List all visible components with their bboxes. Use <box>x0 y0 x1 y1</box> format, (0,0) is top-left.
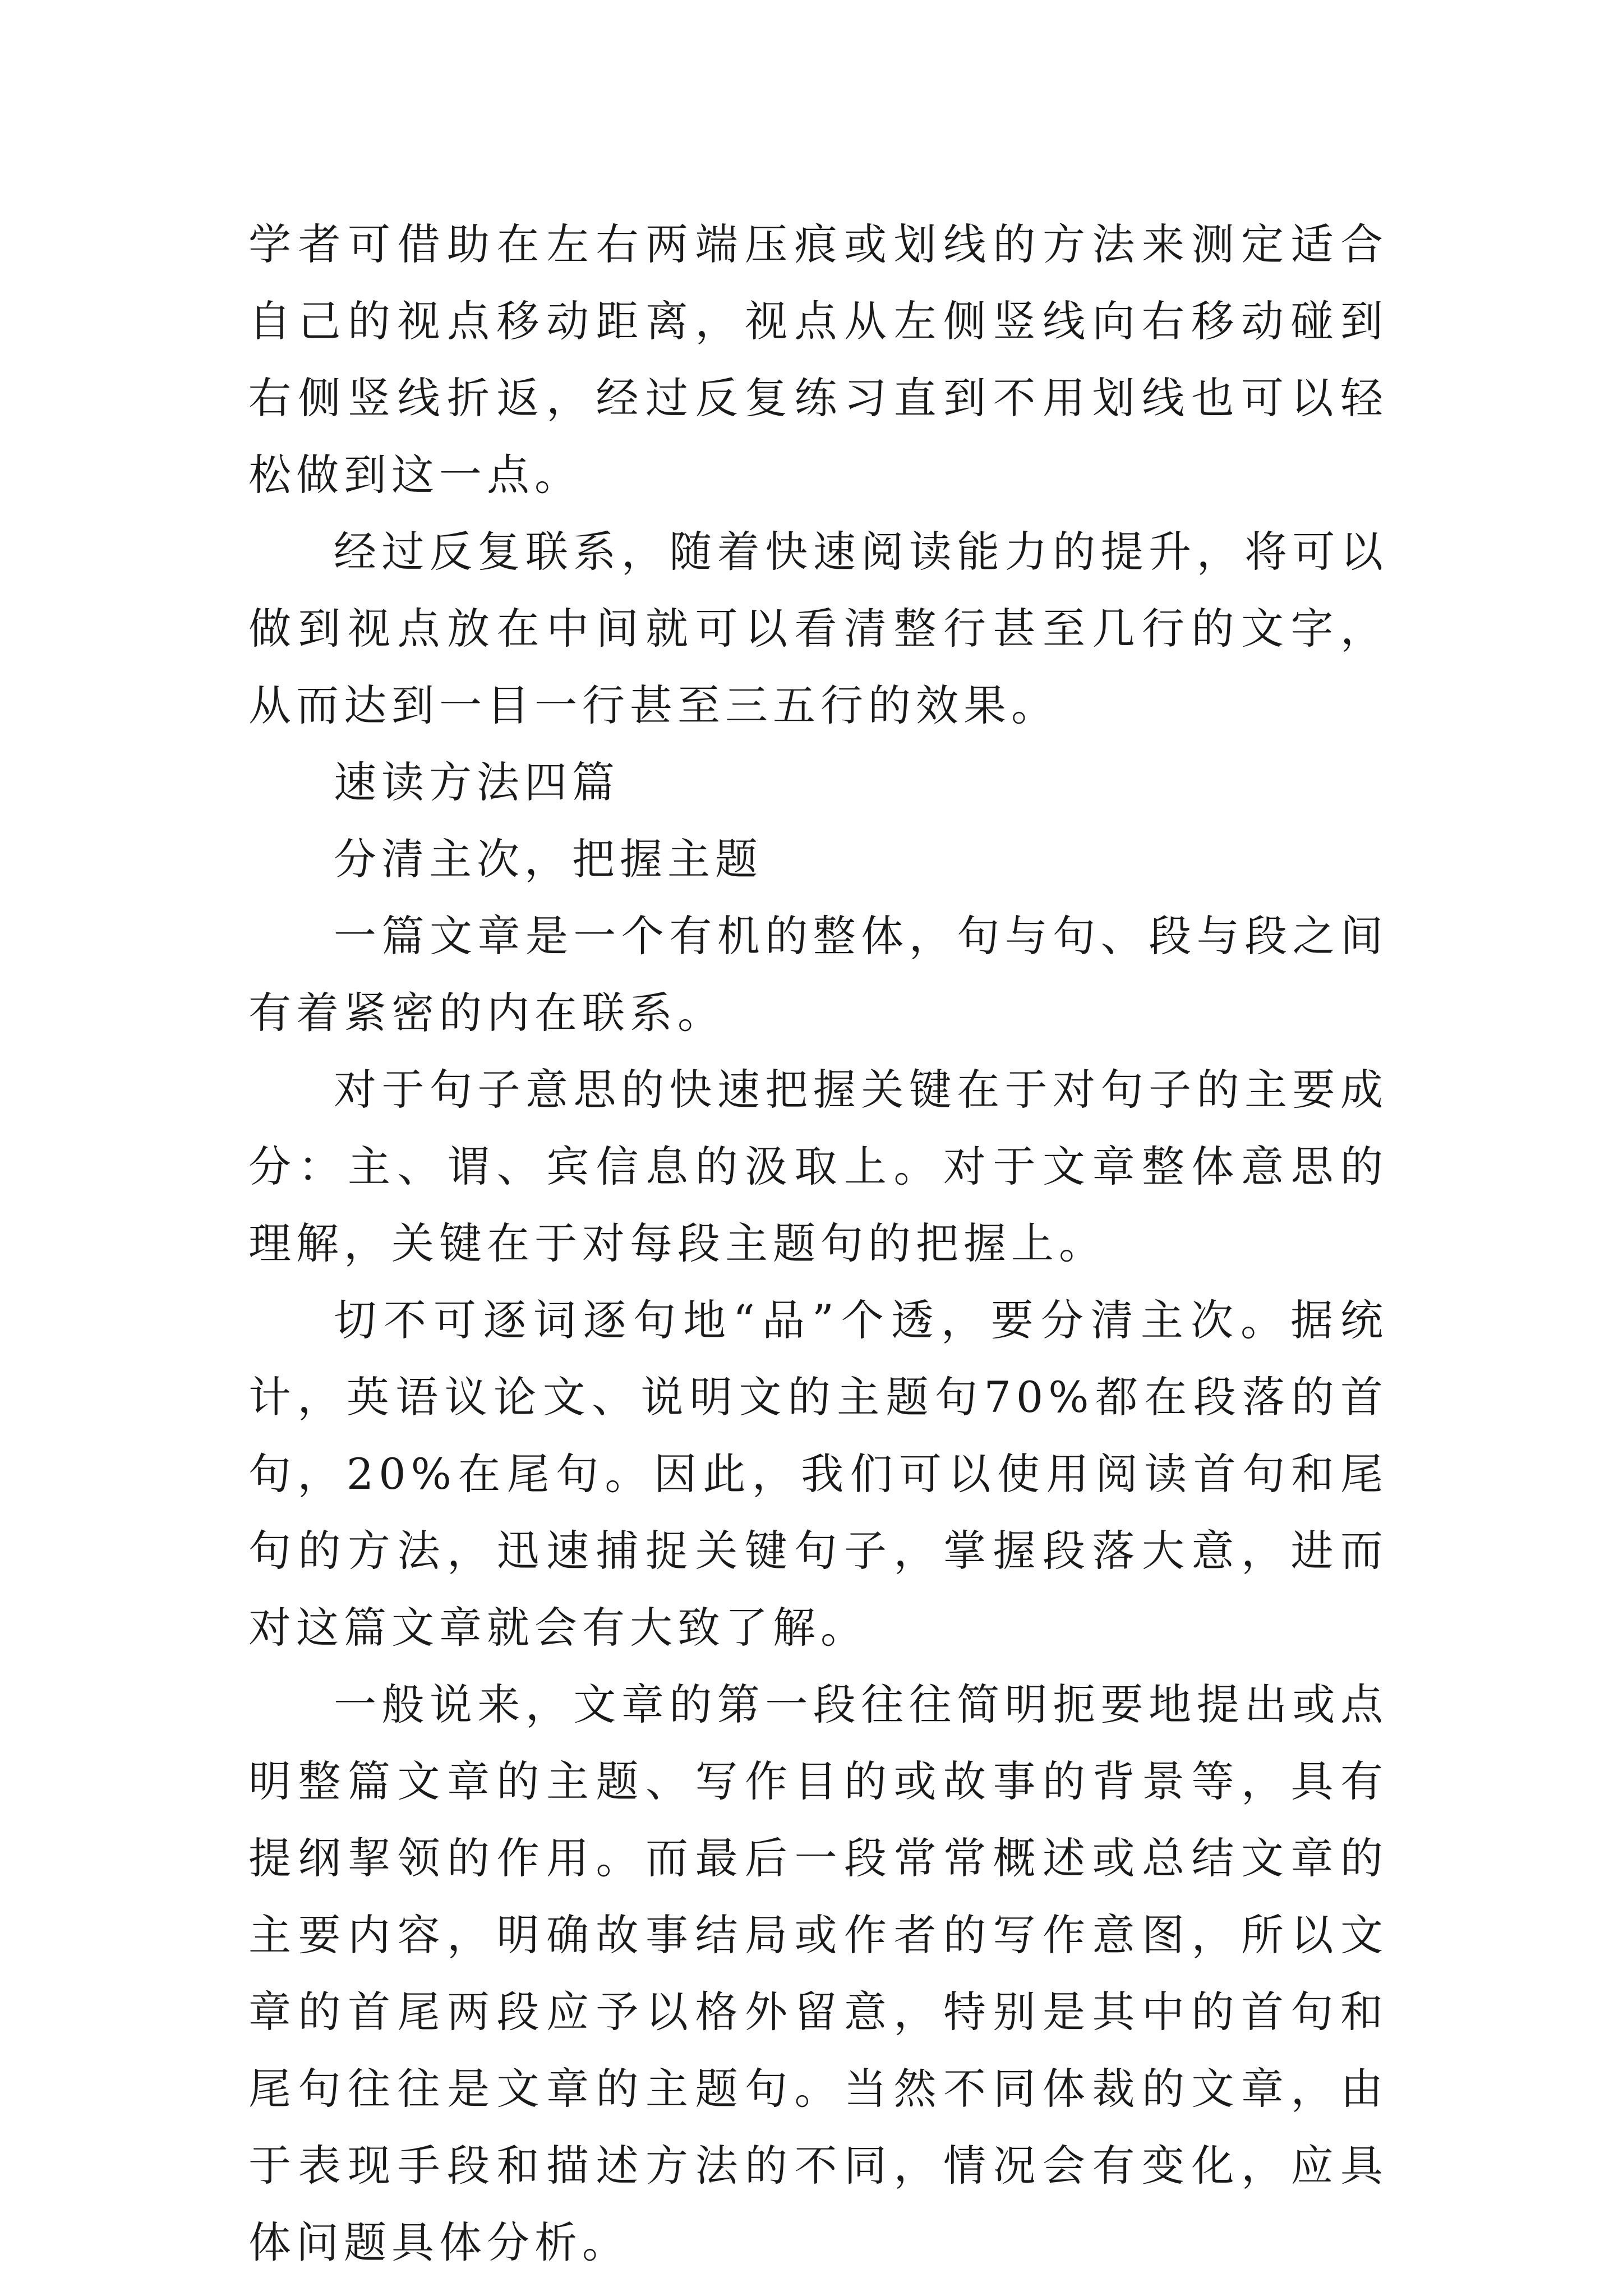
paragraph-first-last-section: 一般说来，文章的第一段往往简明扼要地提出或点明整篇文章的主题、写作目的或故事的背景等，具有提纲挈领的作用。而最后一段常常概述或总结文章的主要内容，明确故事结局或作者的写作意图，所以文章的首尾两段应予以格外留意，特别是其中的首句和尾句往往是文章的主题句。当然不同体裁的文章，由于表现手段和描述方法的不同，情况会有变化，应具体问题具体分析。 <box>248 1680 1388 2267</box>
section-subtitle: 分清主次，把握主题 <box>334 834 763 884</box>
paragraph-continuation: 学者可借助在左右两端压痕或划线的方法来测定适合自己的视点移动距离，视点从左侧竖线向右移动碰到右侧竖线折返，经过反复练习直到不用划线也可以轻松做到这一点。 <box>248 219 1388 500</box>
document-body <box>248 206 1388 2281</box>
section-title: 速读方法四篇 <box>334 757 620 807</box>
paragraph-article-whole: 一篇文章是一个有机的整体，句与句、段与段之间有着紧密的内在联系。 <box>248 911 1388 1038</box>
paragraph-topic-sentence-stats: 切不可逐词逐句地“品”个透，要分清主次。据统计，英语议论文、说明文的主题句70%都在段落的首句，20%在尾句。因此，我们可以使用阅读首句和尾句的方法，迅速捕捉关键句子，掌握段落大意，进而对这篇文章就会有大致了解。 <box>248 1295 1388 1653</box>
paragraph-sentence-meaning: 对于句子意思的快速把握关键在于对句子的主要成分：主、谓、宾信息的汲取上。对于文章整体意思的理解，关键在于对每段主题句的把握上。 <box>248 1065 1388 1268</box>
paragraph-practice-result: 经过反复联系，随着快速阅读能力的提升，将可以做到视点放在中间就可以看清整行甚至几行的文字，从而达到一目一行甚至三五行的效果。 <box>248 527 1388 730</box>
